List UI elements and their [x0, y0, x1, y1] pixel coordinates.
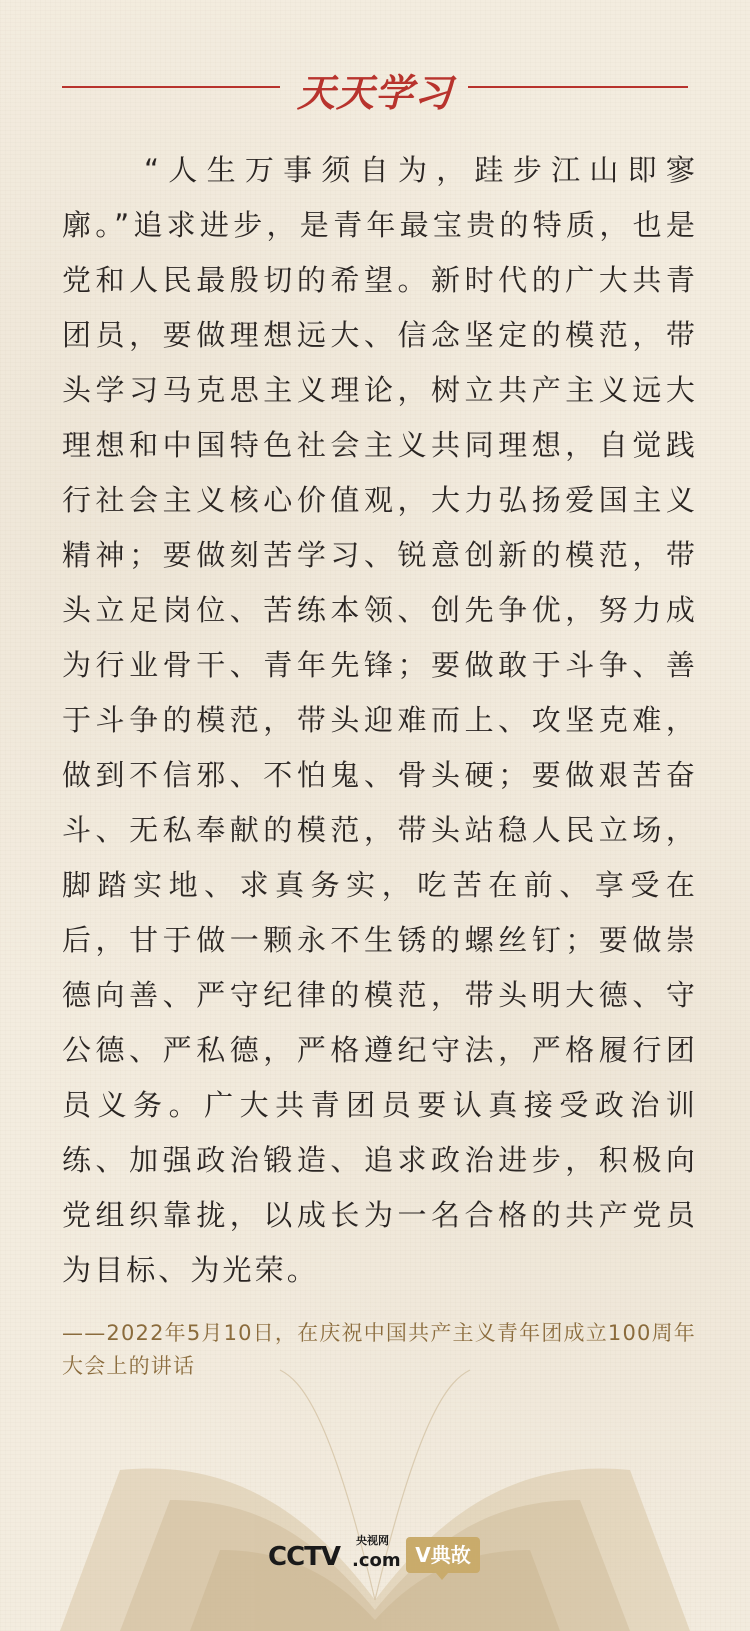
cctv-logo: [268, 1536, 408, 1576]
v-diangu-badge: V典故: [406, 1537, 480, 1573]
v-diangu-badge-tail: [436, 1573, 448, 1580]
footer-logos: [0, 1532, 750, 1582]
quote-text: “人生万事须自为，跬步江山即寥廓。”追求进步，是青年最宝贵的特质，也是党和人民最殷切的希望。新时代的广大共青团员，要做理想远大、信念坚定的模范，带头学习马克思主义理论，树立共产主义远大理想和中国特色社会主义共同理想，自觉践行社会主义核心价值观，大力弘扬爱国主义精神；要做刻苦学习、锐意创新的模范，带头立足岗位、苦练本领、创先争优，努力成为行业骨干、青年先锋；要做敢于斗争、善于斗争的模范，带头迎难而上、攻坚克难，做到不信邪、不怕鬼、骨头硬；要做艰苦奋斗、无私奉献的模范，带头站稳人民立场，脚踏实地、求真务实，吃苦在前、享受在后，甘于做一颗永不生锈的螺丝钉；要做崇德向善、严守纪律的模范，带头明大德、守公德、严私德，严格遵纪守法，严格履行团员义务。广大共青团员要认真接受政治训练、加强政治锻造、追求政治进步，积极向党组织靠拢，以成长为一名合格的共产党员为目标、为光荣。: [62, 153, 698, 1287]
header-rule-right: [468, 86, 688, 88]
cctv-cn-label: 央视网: [356, 1534, 389, 1547]
header-title: 天天学习: [296, 70, 453, 115]
open-book-illustration: [0, 1350, 750, 1631]
header: [0, 60, 750, 120]
cctv-com-label: .com: [352, 1550, 401, 1571]
quote-source: ——2022年5月10日，在庆祝中国共产主义青年团成立100周年大会上的讲话: [62, 1321, 697, 1378]
cctv-wordmark: CCTV: [268, 1542, 341, 1572]
header-rule-left: [62, 86, 280, 88]
